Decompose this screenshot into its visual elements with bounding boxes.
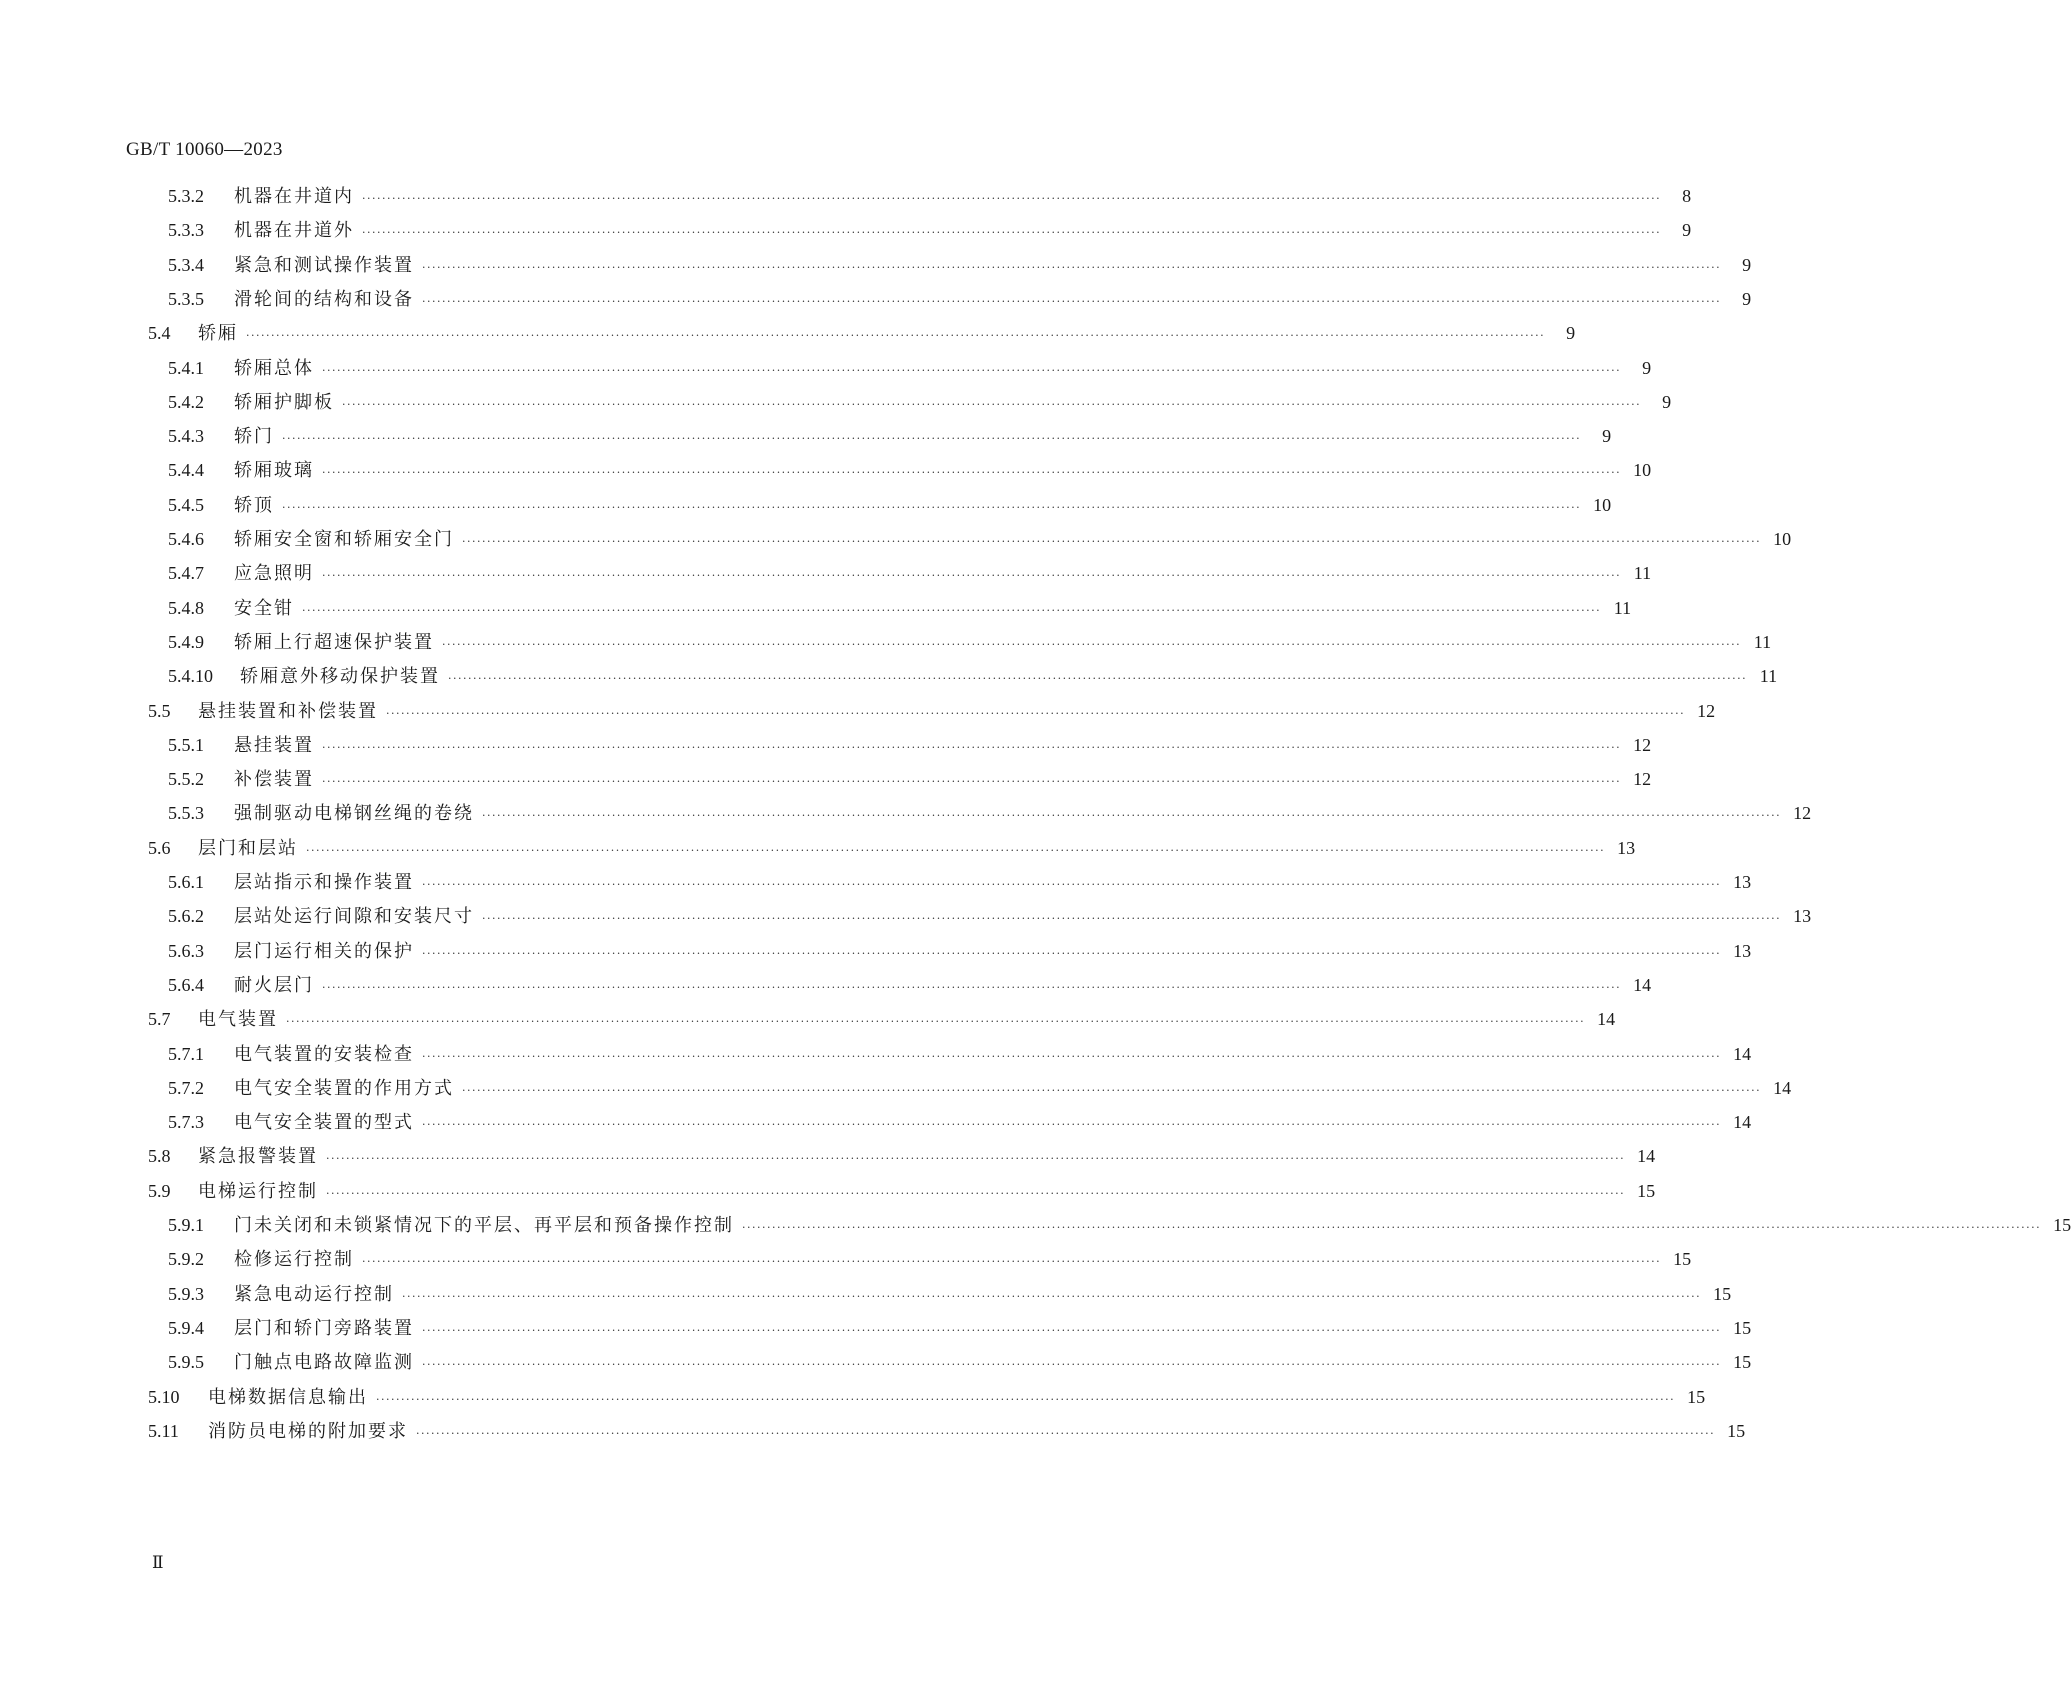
- toc-entry-number: 5.5.3: [168, 803, 204, 824]
- toc-dot-leader: ····································································································································································································································································: [422, 1358, 1722, 1372]
- toc-entry[interactable]: [168, 1246, 1692, 1272]
- toc-entry-title: 检修运行控制: [234, 1249, 354, 1271]
- toc-entry[interactable]: [148, 1178, 1656, 1204]
- toc-entry[interactable]: [168, 629, 1772, 655]
- toc-dot-leader: ····································································································································································································································································: [416, 1426, 1716, 1440]
- toc-entry[interactable]: [148, 1384, 1706, 1410]
- toc-entry-page: 10: [1593, 494, 1612, 515]
- toc-entry-title: 轿厢护脚板: [234, 391, 334, 413]
- toc-entry-title: 电气装置: [198, 1009, 278, 1031]
- toc-entry-page: 9: [1566, 323, 1576, 344]
- toc-dot-leader: ····································································································································································································································································: [322, 980, 1622, 994]
- toc-entry-title: 层站处运行间隙和安装尺寸: [234, 906, 474, 928]
- toc-entry-page: 14: [1637, 1146, 1656, 1167]
- toc-entry-title: 电气装置的安装检查: [234, 1043, 414, 1065]
- toc-entry-page: 13: [1617, 837, 1636, 858]
- toc-entry-title: 轿厢总体: [234, 357, 314, 379]
- toc-dot-leader: ····································································································································································································································································: [322, 775, 1622, 789]
- toc-entry-title: 轿厢: [198, 323, 238, 345]
- toc-entry[interactable]: [168, 663, 1778, 689]
- toc-entry-title: 强制驱动电梯钢丝绳的卷绕: [234, 803, 474, 825]
- toc-entry-title: 悬挂装置和补偿装置: [198, 700, 378, 722]
- toc-entry[interactable]: [168, 389, 1672, 415]
- toc-dot-leader: ····································································································································································································································································: [422, 946, 1722, 960]
- toc-dot-leader: ····································································································································································································································································: [282, 500, 1582, 514]
- toc-entry-page: 14: [1733, 1043, 1752, 1064]
- toc-entry-title: 层门和轿门旁路装置: [234, 1317, 414, 1339]
- toc-entry-title: 门未关闭和未锁紧情况下的平层、再平层和预备操作控制: [234, 1215, 734, 1236]
- toc-entry-number: 5.9.2: [168, 1249, 204, 1270]
- toc-entry-page: 15: [1733, 1317, 1752, 1338]
- toc-entry-title: 电气安全装置的作用方式: [234, 1077, 454, 1099]
- toc-entry-number: 5.4.10: [168, 666, 213, 687]
- toc-entry-title: 电梯数据信息输出: [208, 1386, 368, 1408]
- toc-entry-page: 14: [1773, 1077, 1792, 1098]
- page-number-footer: Ⅱ: [152, 1553, 164, 1572]
- toc-entry-title: 消防员电梯的附加要求: [208, 1420, 408, 1442]
- toc-entry-number: 5.9: [148, 1180, 171, 1201]
- toc-entry-number: 5.4.1: [168, 357, 204, 378]
- toc-entry-number: 5.10: [148, 1386, 180, 1407]
- toc-entry-title: 耐火层门: [234, 974, 314, 996]
- toc-entry-page: 9: [1682, 220, 1692, 241]
- toc-entry[interactable]: [168, 1315, 1752, 1341]
- toc-dot-leader: ····································································································································································································································································: [422, 260, 1722, 274]
- toc-entry-page: 15: [1733, 1352, 1752, 1373]
- toc-entry-number: 5.7.3: [168, 1112, 204, 1133]
- toc-entry[interactable]: [168, 595, 1632, 621]
- toc-entry[interactable]: [168, 1349, 1752, 1375]
- toc-dot-leader: ····································································································································································································································································: [482, 809, 1782, 823]
- toc-entry-page: 15: [1637, 1180, 1656, 1201]
- toc-entry-page: 15: [1687, 1386, 1706, 1407]
- toc-dot-leader: ····································································································································································································································································: [742, 1221, 2042, 1234]
- toc-entry-page: 8: [1682, 186, 1692, 206]
- toc-entry-title: 滑轮间的结构和设备: [234, 288, 414, 310]
- toc-entry-page: 15: [1673, 1249, 1692, 1270]
- toc-entry-page: 15: [1727, 1420, 1746, 1441]
- toc-entry-number: 5.4.5: [168, 494, 204, 515]
- toc-entry[interactable]: [168, 355, 1652, 381]
- toc-entry[interactable]: [168, 1281, 1732, 1307]
- toc-dot-leader: ····································································································································································································································································: [422, 294, 1722, 308]
- toc-entry[interactable]: [148, 835, 1636, 861]
- toc-dot-leader: ····································································································································································································································································: [326, 1186, 1626, 1200]
- toc-entry-title: 轿厢玻璃: [234, 460, 314, 482]
- toc-dot-leader: ····································································································································································································································································: [386, 706, 1686, 720]
- toc-dot-leader: ····································································································································································································································································: [302, 603, 1602, 617]
- toc-entry-title: 轿厢上行超速保护装置: [234, 631, 434, 653]
- toc-dot-leader: ····································································································································································································································································: [422, 1118, 1722, 1132]
- toc-entry-number: 5.6.1: [168, 872, 204, 892]
- toc-entry-number: 5.4.2: [168, 391, 204, 412]
- toc-entry-page: 9: [1742, 288, 1752, 309]
- toc-entry[interactable]: [168, 869, 1752, 895]
- toc-entry-title: 电梯运行控制: [198, 1180, 318, 1202]
- toc-entry-page: 12: [1697, 700, 1716, 721]
- toc-dot-leader: ····································································································································································································································································: [422, 878, 1722, 891]
- toc-entry-page: 11: [1613, 597, 1632, 618]
- toc-dot-leader: ····································································································································································································································································: [362, 192, 1662, 205]
- toc-entry-page: 9: [1742, 254, 1752, 275]
- toc-entry-number: 5.3.5: [168, 288, 204, 309]
- toc-entry-title: 层站指示和操作装置: [234, 872, 414, 893]
- toc-dot-leader: ····································································································································································································································································: [342, 397, 1642, 411]
- toc-entry-title: 门触点电路故障监测: [234, 1352, 414, 1374]
- toc-dot-leader: ····································································································································································································································································: [462, 535, 1762, 548]
- toc-entry-page: 10: [1773, 529, 1792, 549]
- toc-entry-title: 轿顶: [234, 494, 274, 516]
- toc-entry-page: 14: [1733, 1112, 1752, 1133]
- toc-entry[interactable]: [168, 903, 1812, 929]
- toc-entry-number: 5.6.2: [168, 906, 204, 927]
- toc-entry-page: 13: [1733, 940, 1752, 961]
- toc-entry[interactable]: [168, 252, 1752, 278]
- toc-dot-leader: ····································································································································································································································································: [376, 1392, 1676, 1406]
- toc-entry-page: 11: [1633, 563, 1652, 584]
- toc-dot-leader: ····································································································································································································································································: [442, 637, 1742, 651]
- toc-dot-leader: ····································································································································································································································································: [286, 1015, 1586, 1029]
- toc-entry-number: 5.3.3: [168, 220, 204, 241]
- toc-entry-title: 轿门: [234, 426, 274, 448]
- toc-entry-number: 5.8: [148, 1146, 171, 1167]
- toc-entry-number: 5.9.1: [168, 1215, 204, 1235]
- toc-entry[interactable]: [168, 457, 1652, 483]
- toc-entry-page: 14: [1633, 974, 1652, 995]
- toc-entry-number: 5.6: [148, 837, 171, 858]
- toc-dot-leader: ····································································································································································································································································: [482, 912, 1782, 926]
- toc-entry-page: 15: [1713, 1283, 1732, 1304]
- toc-entry[interactable]: [168, 766, 1652, 792]
- toc-entry-number: 5.3.2: [168, 186, 204, 206]
- toc-entry-number: 5.4.6: [168, 529, 204, 549]
- toc-entry-title: 补偿装置: [234, 769, 314, 791]
- toc-entry[interactable]: [148, 320, 1576, 346]
- toc-entry-page: 9: [1662, 391, 1672, 412]
- toc-entry-number: 5.6.4: [168, 974, 204, 995]
- toc-entry[interactable]: [168, 423, 1612, 449]
- toc-entry-number: 5.6.3: [168, 940, 204, 961]
- toc-entry[interactable]: [168, 1041, 1752, 1067]
- toc-dot-leader: ····································································································································································································································································: [448, 672, 1748, 686]
- toc-dot-leader: ····································································································································································································································································: [322, 466, 1622, 480]
- toc-entry-page: 12: [1793, 803, 1812, 824]
- toc-dot-leader: ····································································································································································································································································: [362, 226, 1662, 240]
- toc-entry-page: 12: [1633, 734, 1652, 755]
- toc-entry-title: 层门运行相关的保护: [234, 940, 414, 962]
- toc-entry[interactable]: [148, 1006, 1616, 1032]
- toc-entry-title: 层门和层站: [198, 837, 298, 859]
- toc-entry-page: 15: [2053, 1215, 2071, 1235]
- toc-dot-leader: ····································································································································································································································································: [402, 1289, 1702, 1303]
- toc-dot-leader: ····································································································································································································································································: [282, 432, 1582, 446]
- toc-entry-title: 电气安全装置的型式: [234, 1112, 414, 1134]
- toc-entry-page: 9: [1602, 426, 1612, 447]
- toc-entry-number: 5.9.4: [168, 1317, 204, 1338]
- toc-entry-number: 5.11: [148, 1420, 179, 1441]
- toc-dot-leader: ····································································································································································································································································: [462, 1083, 1762, 1097]
- toc-entry-number: 5.5.1: [168, 734, 204, 755]
- toc-entry[interactable]: [168, 492, 1612, 518]
- toc-entry-page: 13: [1793, 906, 1812, 927]
- toc-dot-leader: ····································································································································································································································································: [246, 329, 1546, 343]
- toc-dot-leader: ····································································································································································································································································: [322, 363, 1622, 377]
- toc-dot-leader: ····································································································································································································································································: [326, 1152, 1626, 1166]
- toc-entry-title: 应急照明: [234, 563, 314, 585]
- toc-entry[interactable]: [168, 1212, 2071, 1238]
- toc-entry-number: 5.4.4: [168, 460, 204, 481]
- toc-entry[interactable]: [168, 1075, 1792, 1101]
- toc-entry-title: 轿厢安全窗和轿厢安全门: [234, 529, 454, 550]
- toc-dot-leader: ····································································································································································································································································: [362, 1255, 1662, 1269]
- toc-entry-page: 12: [1633, 769, 1652, 790]
- toc-entry-number: 5.4.7: [168, 563, 204, 584]
- toc-entry[interactable]: [168, 938, 1752, 964]
- toc-entry-number: 5.9.5: [168, 1352, 204, 1373]
- toc-entry-page: 13: [1733, 872, 1752, 892]
- toc-entry-page: 14: [1597, 1009, 1616, 1030]
- toc-entry[interactable]: [168, 526, 1792, 552]
- toc-entry-number: 5.4.8: [168, 597, 204, 618]
- toc-entry[interactable]: [148, 1143, 1656, 1169]
- toc-entry-title: 紧急和测试操作装置: [234, 254, 414, 276]
- toc-entry[interactable]: [148, 1418, 1746, 1444]
- toc-entry-number: 5.7.1: [168, 1043, 204, 1064]
- toc-entry-page: 11: [1753, 631, 1772, 652]
- toc-entry-title: 机器在井道外: [234, 220, 354, 242]
- toc-entry-number: 5.7.2: [168, 1077, 204, 1098]
- toc-dot-leader: ····································································································································································································································································: [422, 1323, 1722, 1337]
- toc-entry-number: 5.4.9: [168, 631, 204, 652]
- toc-entry[interactable]: [168, 560, 1652, 586]
- toc-entry[interactable]: [168, 286, 1752, 312]
- toc-entry-page: 11: [1759, 666, 1778, 687]
- toc-entry[interactable]: [148, 698, 1716, 724]
- toc-entry-title: 紧急电动运行控制: [234, 1283, 394, 1305]
- document-code-header: GB/T 10060—2023: [126, 139, 283, 160]
- toc-entry-page: 10: [1633, 460, 1652, 481]
- toc-entry-number: 5.7: [148, 1009, 171, 1030]
- toc-entry-number: 5.9.3: [168, 1283, 204, 1304]
- toc-entry[interactable]: [168, 1109, 1752, 1135]
- toc-entry[interactable]: [168, 732, 1652, 758]
- toc-dot-leader: ····································································································································································································································································: [322, 740, 1622, 754]
- toc-entry-title: 紧急报警装置: [198, 1146, 318, 1168]
- toc-entry-number: 5.4.3: [168, 426, 204, 447]
- toc-entry-title: 安全钳: [234, 597, 294, 619]
- toc-entry-number: 5.5: [148, 700, 171, 721]
- toc-entry[interactable]: [168, 217, 1692, 243]
- toc-entry-number: 5.4: [148, 323, 171, 344]
- toc-entry[interactable]: [168, 800, 1812, 826]
- toc-entry-number: 5.5.2: [168, 769, 204, 790]
- toc-entry-title: 轿厢意外移动保护装置: [240, 666, 440, 688]
- toc-entry[interactable]: [168, 972, 1652, 998]
- toc-entry[interactable]: [168, 183, 1692, 209]
- toc-entry-number: 5.3.4: [168, 254, 204, 275]
- toc-entry-page: 9: [1642, 357, 1652, 378]
- toc-dot-leader: ····································································································································································································································································: [322, 569, 1622, 583]
- toc-entry-title: 机器在井道内: [234, 186, 354, 207]
- toc-entry-title: 悬挂装置: [234, 734, 314, 756]
- toc-dot-leader: ····································································································································································································································································: [306, 843, 1606, 857]
- toc-dot-leader: ····································································································································································································································································: [422, 1049, 1722, 1063]
